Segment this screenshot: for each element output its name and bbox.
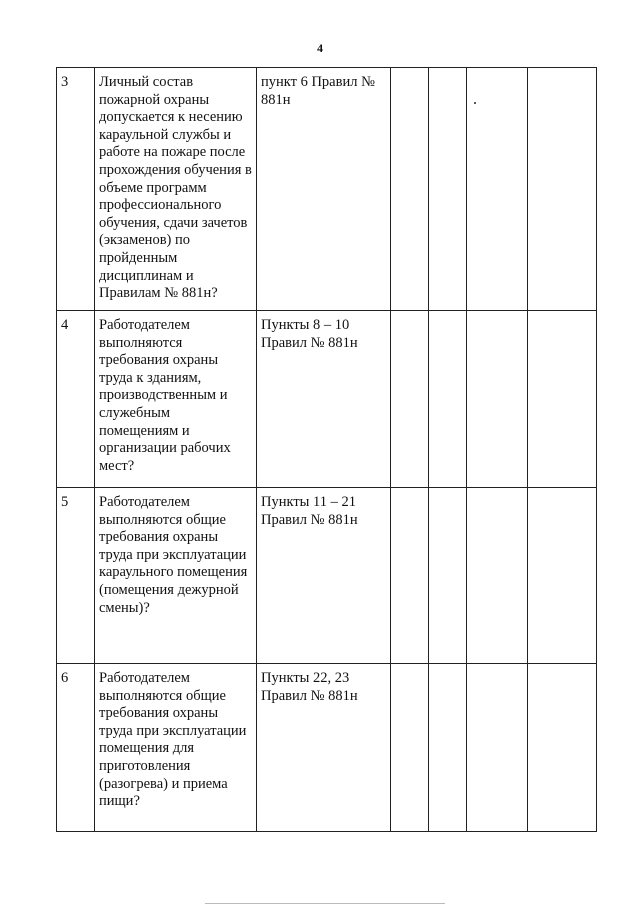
legal-reference: Пункты 22, 23 Правил № 881н (257, 664, 391, 832)
table-row (57, 488, 597, 664)
answer-not-applicable-cell (467, 311, 528, 488)
answer-yes-cell (391, 488, 429, 664)
answer-no-cell (429, 488, 467, 664)
answer-yes-cell (391, 664, 429, 832)
notes-cell (528, 68, 597, 311)
answer-not-applicable-cell (467, 664, 528, 832)
notes-cell (528, 488, 597, 664)
legal-reference: пункт 6 Правил № 881н (257, 68, 391, 311)
row-number: 5 (57, 488, 95, 664)
checklist-table (56, 67, 597, 832)
answer-no-cell (429, 311, 467, 488)
legal-reference: Пункты 8 – 10 Правил № 881н (257, 311, 391, 488)
requirement-question: Работодателем выполняются общие требования охраны труда при эксплуатации караульного помещения (помещения дежурной смены)? (95, 488, 257, 664)
answer-yes-cell (391, 311, 429, 488)
row-number: 4 (57, 311, 95, 488)
answer-no-cell (429, 68, 467, 311)
notes-cell (528, 664, 597, 832)
ink-dot (474, 102, 476, 104)
table-row (57, 664, 597, 832)
answer-yes-cell (391, 68, 429, 311)
page-number: 4 (317, 41, 323, 55)
requirement-question: Личный состав пожарной охраны допускается к несению караульной службы и работе на пожаре после прохождения обучения в объеме программ профессионального обучения, сдачи зачетов (экзаменов) по пройденным дисциплинам и Правилам № 881н? (95, 68, 257, 311)
scan-edge-line (205, 903, 445, 904)
notes-cell (528, 311, 597, 488)
table-row (57, 68, 597, 311)
row-number: 3 (57, 68, 95, 311)
answer-not-applicable-cell (467, 68, 528, 311)
legal-reference: Пункты 11 – 21 Правил № 881н (257, 488, 391, 664)
row-number: 6 (57, 664, 95, 832)
answer-not-applicable-cell (467, 488, 528, 664)
requirement-question: Работодателем выполняются требования охраны труда к зданиям, производственным и служебным помещениям и организации рабочих мест? (95, 311, 257, 488)
table-row (57, 311, 597, 488)
answer-no-cell (429, 664, 467, 832)
requirement-question: Работодателем выполняются общие требования охраны труда при эксплуатации помещения для приготовления (разогрева) и приема пищи? (95, 664, 257, 832)
